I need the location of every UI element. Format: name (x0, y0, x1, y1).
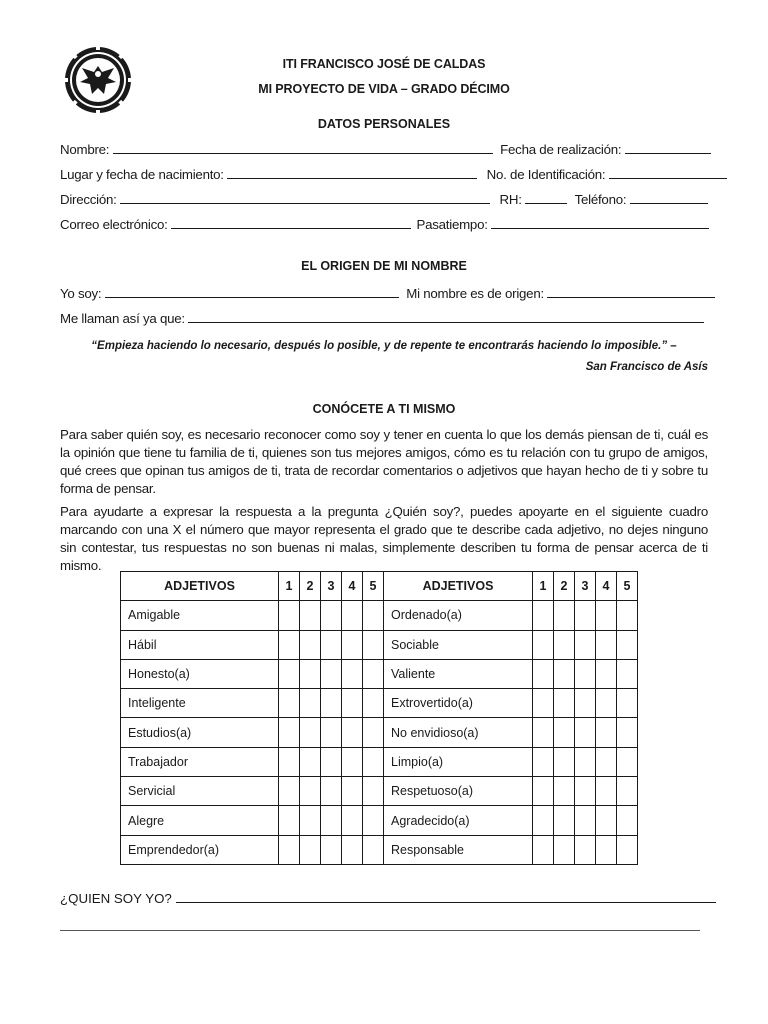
rating-cell[interactable] (321, 747, 342, 776)
section-title-origen: EL ORIGEN DE MI NOMBRE (301, 259, 467, 273)
rating-cell[interactable] (321, 601, 342, 630)
table-row (121, 777, 638, 806)
rating-cell[interactable] (575, 806, 596, 835)
label-yo-soy: Yo soy: (60, 286, 102, 301)
rating-cell[interactable] (554, 747, 575, 776)
adjective-left: Honesto(a) (121, 659, 279, 688)
rating-cell[interactable] (617, 718, 638, 747)
header-scale-left-5: 5 (363, 572, 384, 601)
rating-cell[interactable] (300, 777, 321, 806)
header-adjetivos-right: ADJETIVOS (384, 572, 533, 601)
rating-cell[interactable] (575, 718, 596, 747)
rating-cell[interactable] (321, 777, 342, 806)
row-me-llaman (60, 311, 704, 326)
rating-cell[interactable] (279, 806, 300, 835)
label-telefono: Teléfono: (574, 192, 627, 207)
rating-cell[interactable] (321, 718, 342, 747)
label-quien-soy: ¿QUIEN SOY YO? (60, 891, 172, 906)
rating-cell[interactable] (533, 630, 554, 659)
label-fecha: Fecha de realización: (500, 142, 622, 157)
rating-cell[interactable] (321, 806, 342, 835)
answer-line-2[interactable] (60, 930, 700, 931)
adjective-right: Extrovertido(a) (384, 689, 533, 718)
field-me-llaman[interactable] (188, 311, 704, 323)
adjective-left: Estudios(a) (121, 718, 279, 747)
table-row (121, 806, 638, 835)
adjectives-table (120, 571, 638, 865)
header-scale-left-1: 1 (279, 572, 300, 601)
table-row (121, 630, 638, 659)
rating-cell[interactable] (279, 718, 300, 747)
adjective-left: Servicial (121, 777, 279, 806)
rating-cell[interactable] (363, 806, 384, 835)
rating-cell[interactable] (617, 630, 638, 659)
section-title-datos: DATOS PERSONALES (317, 117, 451, 131)
header-scale-right-3: 3 (575, 572, 596, 601)
table-row (121, 689, 638, 718)
rating-cell[interactable] (279, 777, 300, 806)
adjective-left: Trabajador (121, 747, 279, 776)
rating-cell[interactable] (596, 630, 617, 659)
adjective-right: Responsable (384, 835, 533, 864)
rating-cell[interactable] (596, 718, 617, 747)
header-scale-right-5: 5 (617, 572, 638, 601)
rating-cell[interactable] (533, 601, 554, 630)
label-nombre: Nombre: (60, 142, 110, 157)
header-scale-right-4: 4 (596, 572, 617, 601)
header-scale-right-2: 2 (554, 572, 575, 601)
rating-cell[interactable] (300, 630, 321, 659)
rating-cell[interactable] (533, 835, 554, 864)
label-lugar: Lugar y fecha de nacimiento: (60, 167, 224, 182)
rating-cell[interactable] (300, 601, 321, 630)
row-quien-soy (60, 891, 716, 906)
rating-cell[interactable] (596, 689, 617, 718)
label-direccion: Dirección: (60, 192, 117, 207)
rating-cell[interactable] (342, 659, 363, 688)
rating-cell[interactable] (617, 835, 638, 864)
rating-cell[interactable] (279, 630, 300, 659)
rating-cell[interactable] (279, 601, 300, 630)
row-yo-soy (60, 286, 715, 301)
rating-cell[interactable] (575, 689, 596, 718)
quote-text: “Empieza haciendo lo necesario, después lo posible, y de repente te encontrarás haciendo lo imposible.” – (91, 340, 677, 352)
table-row (121, 659, 638, 688)
rating-cell[interactable] (363, 601, 384, 630)
rating-cell[interactable] (617, 689, 638, 718)
rating-cell[interactable] (575, 835, 596, 864)
row-nombre (60, 142, 711, 157)
table-row (121, 601, 638, 630)
rating-cell[interactable] (363, 718, 384, 747)
rating-cell[interactable] (533, 718, 554, 747)
label-identificacion: No. de Identificación: (486, 167, 606, 182)
adjective-left: Alegre (121, 806, 279, 835)
rating-cell[interactable] (279, 747, 300, 776)
label-origen: Mi nombre es de origen: (406, 286, 544, 301)
adjective-right: Ordenado(a) (384, 601, 533, 630)
rating-cell[interactable] (575, 659, 596, 688)
rating-cell[interactable] (321, 835, 342, 864)
header-scale-right-1: 1 (533, 572, 554, 601)
rating-cell[interactable] (617, 659, 638, 688)
quote-author: San Francisco de Asís (585, 361, 708, 373)
rating-cell[interactable] (300, 835, 321, 864)
rating-cell[interactable] (300, 747, 321, 776)
field-rh[interactable] (525, 192, 567, 204)
row-lugar (60, 167, 727, 182)
adjective-right: No envidioso(a) (384, 718, 533, 747)
rating-cell[interactable] (300, 806, 321, 835)
rating-cell[interactable] (575, 777, 596, 806)
table-row (121, 718, 638, 747)
row-direccion (60, 192, 708, 207)
rating-cell[interactable] (596, 601, 617, 630)
rating-cell[interactable] (342, 630, 363, 659)
rating-cell[interactable] (617, 806, 638, 835)
rating-cell[interactable] (342, 601, 363, 630)
rating-cell[interactable] (363, 659, 384, 688)
rating-cell[interactable] (596, 835, 617, 864)
field-direccion[interactable] (120, 192, 490, 204)
rating-cell[interactable] (533, 689, 554, 718)
rating-cell[interactable] (363, 689, 384, 718)
school-name: ITI FRANCISCO JOSÉ DE CALDAS (282, 57, 486, 71)
field-identificacion[interactable] (609, 167, 727, 179)
rating-cell[interactable] (596, 747, 617, 776)
table-row (121, 747, 638, 776)
rating-cell[interactable] (596, 659, 617, 688)
adjective-left: Amigable (121, 601, 279, 630)
rating-cell[interactable] (554, 806, 575, 835)
rating-cell[interactable] (321, 630, 342, 659)
field-telefono[interactable] (630, 192, 708, 204)
adjective-right: Valiente (384, 659, 533, 688)
rating-cell[interactable] (342, 747, 363, 776)
field-nombre[interactable] (113, 142, 493, 154)
label-me-llaman: Me llaman así ya que: (60, 311, 185, 326)
header-scale-left-3: 3 (321, 572, 342, 601)
rating-cell[interactable] (554, 659, 575, 688)
field-correo[interactable] (171, 217, 411, 229)
row-correo (60, 217, 709, 232)
rating-cell[interactable] (554, 835, 575, 864)
rating-cell[interactable] (342, 835, 363, 864)
rating-cell[interactable] (617, 601, 638, 630)
field-yo-soy[interactable] (105, 286, 399, 298)
table-header-row (121, 572, 638, 601)
rating-cell[interactable] (279, 689, 300, 718)
rating-cell[interactable] (300, 718, 321, 747)
adjective-right: Agradecido(a) (384, 806, 533, 835)
field-lugar[interactable] (227, 167, 477, 179)
rating-cell[interactable] (342, 806, 363, 835)
rating-cell[interactable] (342, 689, 363, 718)
document-subtitle: MI PROYECTO DE VIDA – GRADO DÉCIMO (258, 82, 510, 96)
paragraph-intro: Para saber quién soy, es necesario reconocer como soy y tener en cuenta lo que los demás piensan de ti, cuál es la opinión que tiene tu familia de ti, quienes son tus mejores amigos, cómo es tu relación con tu grupo de amigos, qué crees que opinan tus amigos de ti, trata de recordar comentarios o adjetivos que hayan hecho de ti y sobre tu forma de pensar. (60, 427, 708, 496)
rating-cell[interactable] (554, 689, 575, 718)
adjective-left: Inteligente (121, 689, 279, 718)
rating-cell[interactable] (342, 718, 363, 747)
adjective-right: Respetuoso(a) (384, 777, 533, 806)
rating-cell[interactable] (533, 747, 554, 776)
rating-cell[interactable] (363, 777, 384, 806)
rating-cell[interactable] (554, 718, 575, 747)
header-adjetivos-left: ADJETIVOS (121, 572, 279, 601)
rating-cell[interactable] (533, 777, 554, 806)
field-pasatiempo[interactable] (491, 217, 709, 229)
rating-cell[interactable] (533, 659, 554, 688)
adjective-right: Limpio(a) (384, 747, 533, 776)
rating-cell[interactable] (321, 659, 342, 688)
rating-cell[interactable] (279, 659, 300, 688)
rating-cell[interactable] (554, 630, 575, 659)
rating-cell[interactable] (575, 747, 596, 776)
table-row (121, 835, 638, 864)
school-seal-logo (62, 44, 134, 116)
rating-cell[interactable] (279, 835, 300, 864)
rating-cell[interactable] (617, 747, 638, 776)
section-title-conocete: CONÓCETE A TI MISMO (312, 402, 456, 416)
rating-cell[interactable] (363, 835, 384, 864)
label-pasatiempo: Pasatiempo: (416, 217, 488, 232)
rating-cell[interactable] (575, 630, 596, 659)
adjective-left: Emprendedor(a) (121, 835, 279, 864)
rating-cell[interactable] (554, 601, 575, 630)
rating-cell[interactable] (533, 806, 554, 835)
rating-cell[interactable] (554, 777, 575, 806)
label-correo: Correo electrónico: (60, 217, 168, 232)
rating-cell[interactable] (575, 601, 596, 630)
header-scale-left-2: 2 (300, 572, 321, 601)
paragraph-instructions: Para ayudarte a expresar la respuesta a la pregunta ¿Quién soy?, puedes apoyarte en el siguiente cuadro marcando con una X el número que mayor representa el grado que te describe cada adjetivo, no dejes ninguno sin contestar, tus respuestas no son buenas ni malas, simplemente describen tu forma de pensar acerca de ti mismo. (60, 504, 708, 573)
rating-cell[interactable] (300, 659, 321, 688)
field-origen[interactable] (547, 286, 715, 298)
field-fecha[interactable] (625, 142, 711, 154)
rating-cell[interactable] (321, 689, 342, 718)
rating-cell[interactable] (363, 630, 384, 659)
adjective-left: Hábil (121, 630, 279, 659)
label-rh: RH: (499, 192, 522, 207)
rating-cell[interactable] (342, 777, 363, 806)
header-scale-left-4: 4 (342, 572, 363, 601)
adjective-right: Sociable (384, 630, 533, 659)
rating-cell[interactable] (617, 777, 638, 806)
rating-cell[interactable] (596, 806, 617, 835)
rating-cell[interactable] (363, 747, 384, 776)
rating-cell[interactable] (300, 689, 321, 718)
rating-cell[interactable] (596, 777, 617, 806)
field-quien-soy[interactable] (176, 891, 716, 903)
